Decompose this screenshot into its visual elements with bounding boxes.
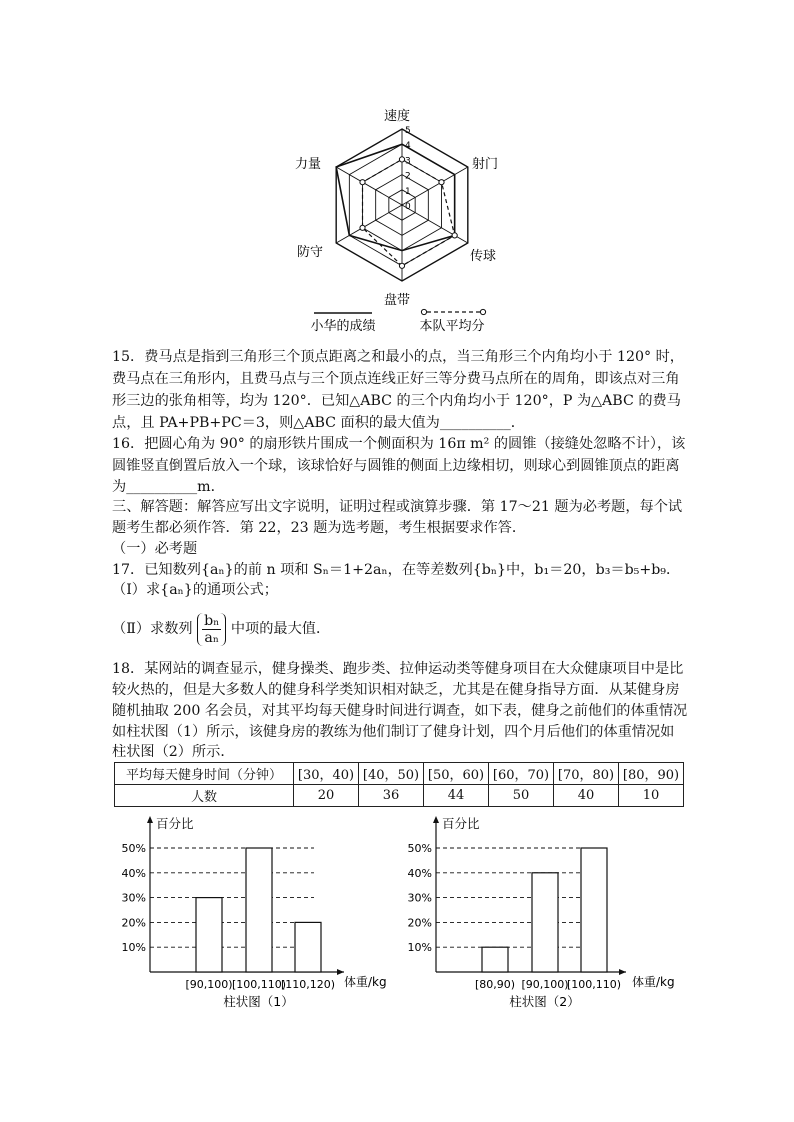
legend-label-average: 本队平均分	[419, 319, 485, 334]
radar-axis-label: 射门	[471, 157, 499, 172]
table-cell: 44	[424, 785, 489, 807]
table-row	[115, 785, 684, 807]
y-tick-label: 20%	[407, 916, 432, 930]
chart-title: 柱状图（1）	[223, 994, 294, 1009]
q17-part-1: （Ⅰ）求{aₙ}的通项公式；	[112, 582, 278, 598]
bar	[532, 873, 558, 972]
y-axis-arrow	[433, 816, 439, 823]
radar-point	[399, 157, 404, 162]
bar	[581, 848, 607, 972]
q17-part-2-prefix: （Ⅱ）求数列	[112, 621, 193, 637]
x-tick-label: [80,90)	[474, 978, 516, 991]
radar-grid	[336, 126, 468, 281]
x-axis-arrow	[619, 969, 626, 975]
table-row-label: 人数	[115, 785, 294, 807]
bar	[295, 922, 321, 972]
bar	[482, 947, 508, 972]
table-cell: 36	[359, 785, 424, 807]
bar-chart-2	[398, 812, 688, 1022]
legend-label-xiaohua: 小华的成绩	[310, 319, 376, 334]
x-tick-label: [100,110)	[566, 978, 622, 991]
radar-tick-label: 5	[405, 126, 411, 136]
radar-axis-label: 力量	[294, 157, 322, 172]
radar-tick-label: 4	[405, 141, 411, 152]
radar-legend	[310, 309, 485, 334]
q17-part-2-suffix: 中项的最大值．	[230, 621, 331, 637]
legend-marker-left	[421, 309, 426, 314]
x-tick-label: [90,100)	[185, 978, 233, 991]
radar-chart	[280, 104, 530, 336]
table-cell: 40	[554, 785, 619, 807]
y-tick-label: 50%	[121, 842, 146, 855]
y-tick-label: 30%	[121, 891, 146, 905]
table-header-label: 平均每天健身时间（分钟）	[115, 763, 294, 785]
radar-series-xiaohua	[336, 144, 454, 250]
q18-line-2: 较火热的，但是大多数人的健身科学类知识相对缺乏，尤其是在健身指导方面．从某健身房	[112, 682, 680, 698]
q16-line-1: 16．把圆心角为 90° 的扇形铁片围成一个侧面积为 16π m² 的圆锥（接缝处忽略不计），该	[112, 436, 686, 452]
radar-tick-label: 2	[405, 171, 411, 182]
y-tick-label: 40%	[121, 866, 146, 880]
radar-point	[360, 180, 365, 185]
x-tick-label: [100,110)	[231, 978, 287, 991]
q18-line-1: 18．某网站的调查显示，健身操类、跑步类、拉伸运动类等健身项目在大众健康项目中是比	[112, 661, 684, 677]
q18-line-4: 如柱状图（1）所示，该健身房的教练为他们制订了健身计划，四个月后他们的体重情况如	[112, 724, 675, 740]
bar	[196, 898, 222, 972]
y-tick-label: 10%	[121, 941, 146, 955]
q17-stem: 17．已知数列{aₙ}的前 n 项和 Sₙ＝1+2aₙ，在等差数列{bₙ}中，b₁＝20，b₃＝b₅+b₉．	[112, 562, 681, 578]
radar-point	[452, 233, 457, 238]
radar-axis-label: 传球	[469, 249, 497, 264]
radar-spoke	[402, 167, 468, 205]
x-axis-label: 体重/kg	[632, 975, 675, 989]
table-cell: [60，70)	[489, 763, 554, 785]
radar-point	[360, 225, 365, 230]
x-axis-label: 体重/kg	[344, 975, 387, 989]
q15-line-2: 费马点在三角形内，且费马点与三个顶点连线正好三等分费马点所在的周角，即该点对三角	[112, 371, 680, 387]
table-cell: 50	[489, 785, 554, 807]
y-axis-label: 百分比	[442, 816, 480, 831]
table-cell: 10	[619, 785, 684, 807]
q16-line-3: 为__________m．	[112, 479, 225, 495]
radar-axis-label: 盘带	[383, 293, 411, 308]
q18-line-3: 随机抽取 200 名会员，对其平均每天健身时间进行调查，如下表，健身之前他们的体重情况	[112, 703, 688, 719]
q15-line-1: 15．费马点是指到三角形三个顶点距离之和最小的点，当三角形三个内角均小于 120° 时，	[112, 349, 684, 365]
radar-tick-label: 3	[405, 156, 411, 167]
q15-line-4: 点，且 PA+PB+PC＝3，则△ABC 面积的最大值为__________．	[112, 415, 525, 431]
chart-title: 柱状图（2）	[509, 994, 580, 1009]
fraction-denominator: aₙ	[204, 629, 220, 646]
table-cell: [40，50)	[359, 763, 424, 785]
y-tick-label: 30%	[407, 891, 432, 905]
radar-spoke	[336, 205, 402, 243]
y-tick-label: 10%	[407, 941, 432, 955]
x-tick-label: [110,120)	[280, 978, 336, 991]
table-cell: [70，80)	[554, 763, 619, 785]
y-tick-label: 20%	[121, 916, 146, 930]
q16-line-2: 圆锥竖直倒置后放入一个球，该球恰好与圆锥的侧面上边缘相切，则球心到圆锥顶点的距离	[112, 458, 680, 474]
q17-fraction	[197, 613, 226, 646]
table-cell: [50，60)	[424, 763, 489, 785]
bar	[246, 848, 272, 972]
table-cell: [80，90)	[619, 763, 684, 785]
y-axis-arrow	[147, 816, 153, 823]
table-cell: [30，40)	[294, 763, 359, 785]
q15-line-3: 形三边的张角相等，均为 120°．已知△ABC 的三个内角均小于 120°，P 为△ABC 的费马	[112, 393, 681, 409]
radar-point	[439, 180, 444, 185]
radar-point	[399, 263, 404, 268]
q18-line-5: 柱状图（2）所示．	[112, 744, 235, 760]
radar-spoke	[336, 167, 402, 205]
required-heading: （一）必考题	[112, 541, 198, 557]
x-axis-arrow	[337, 969, 344, 975]
y-tick-label: 40%	[407, 866, 432, 880]
table-cell: 20	[294, 785, 359, 807]
bar-chart-1	[112, 812, 392, 1022]
radar-axis-label: 防守	[296, 245, 324, 260]
radar-tick-label: 1	[405, 186, 411, 197]
fraction-numerator: bₙ	[204, 612, 220, 629]
radar-axis-label: 速度	[383, 109, 411, 124]
fitness-time-table	[114, 762, 684, 807]
radar-spoke	[402, 205, 468, 243]
legend-marker-right	[480, 309, 485, 314]
y-axis-label: 百分比	[156, 816, 194, 831]
section3-line-1: 三、解答题：解答应写出文字说明，证明过程或演算步骤．第 17～21 题为必考题，每个试	[112, 499, 683, 515]
table-row	[115, 763, 684, 785]
section3-line-2: 题考生都必须作答．第 22，23 题为选考题，考生根据要求作答．	[112, 520, 527, 536]
radar-tick-label: 0	[405, 202, 411, 212]
y-tick-label: 50%	[407, 842, 432, 855]
x-tick-label: [90,100)	[521, 978, 569, 991]
q17-part-2	[112, 612, 692, 646]
